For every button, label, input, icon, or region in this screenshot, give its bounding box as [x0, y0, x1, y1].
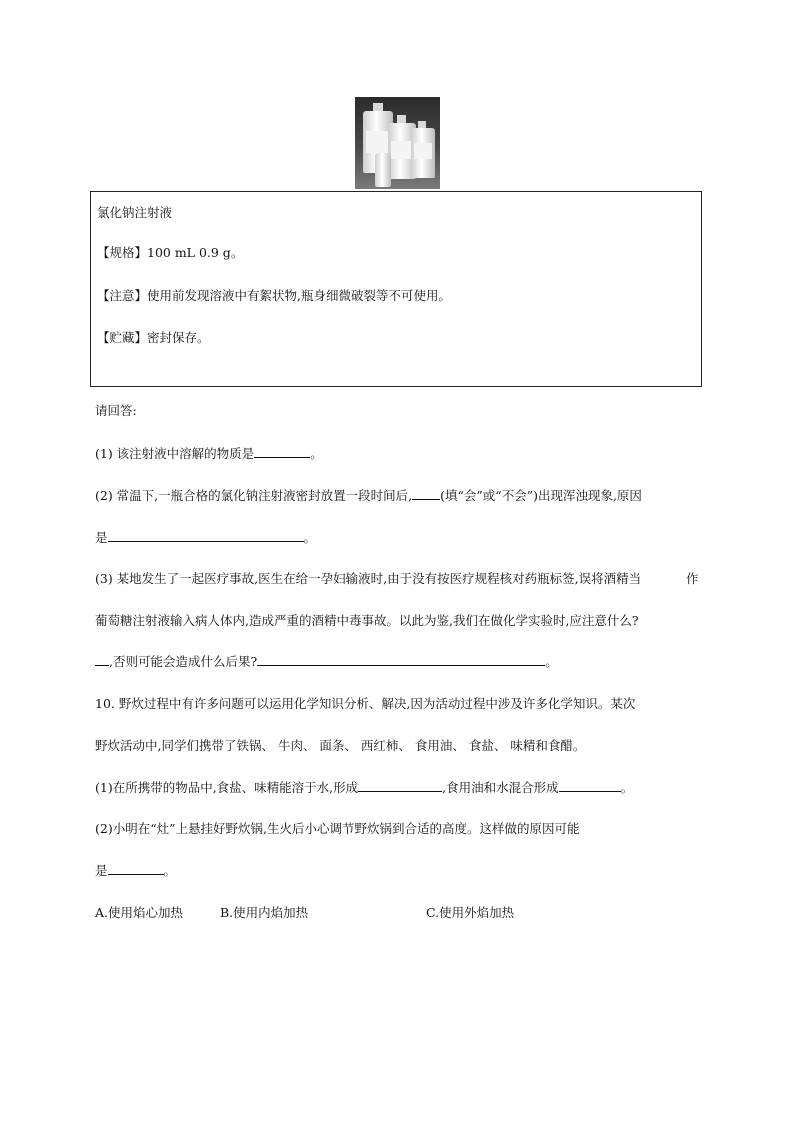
q10-part1-text-b: ,食用油和水混合形成: [442, 780, 559, 795]
answer-blank[interactable]: [108, 863, 164, 875]
q9-part2-text: (2) 常温下,一瓶合格的氯化钠注射液密封放置一段时间后,: [95, 488, 413, 503]
answer-blank[interactable]: [257, 654, 545, 666]
q10-intro-line2: 野炊活动中,同学们携带了铁锅、 牛肉、 面条、 西红柿、 食用油、 食盐、 味精和食醋。: [95, 738, 586, 753]
q9-prompt: 请回答:: [95, 403, 137, 418]
punct: 。: [310, 446, 323, 461]
q9-part1-text: (1) 该注射液中溶解的物质是: [95, 446, 255, 461]
q9-part2-line2: [95, 528, 316, 546]
q9-part3-line1-end: 作: [686, 571, 699, 586]
q9-part3-line3: [95, 652, 558, 670]
answer-blank[interactable]: [254, 446, 310, 458]
answer-blank[interactable]: [95, 654, 109, 666]
q9-part2-prefix: 是: [95, 530, 108, 545]
saline-bottles-photo: [355, 97, 440, 189]
punct: 。: [163, 863, 177, 878]
punct: 。: [620, 780, 634, 795]
drug-note: 【注意】使用前发现溶液中有絮状物,瓶身细微破裂等不可使用。: [97, 288, 451, 303]
q9-part1: [95, 444, 323, 462]
drug-info-box: [90, 191, 702, 387]
drug-storage: 【贮藏】密封保存。: [97, 330, 210, 345]
punct: 。: [303, 530, 317, 545]
q9-part3-text: ,否则可能会造成什么后果?: [109, 654, 258, 669]
punct: 。: [545, 654, 558, 669]
option-c[interactable]: C.使用外焰加热: [426, 905, 515, 920]
option-a[interactable]: A.使用焰心加热: [95, 905, 184, 920]
drug-name: 氯化钠注射液: [97, 205, 173, 220]
q10-part1: [95, 778, 633, 796]
answer-blank[interactable]: [412, 488, 440, 500]
answer-blank[interactable]: [559, 780, 621, 792]
q10-part2-line2: [95, 861, 176, 879]
q9-part3-line1: (3) 某地发生了一起医疗事故,医生在给一孕妇输液时,由于没有按医疗规程核对药瓶标签,误将酒精当: [95, 571, 642, 586]
q10-part2-prefix: 是: [95, 863, 108, 878]
answer-blank[interactable]: [108, 530, 304, 542]
q9-part2-mid: (填“会”或“不会”)出现浑浊现象,原因: [440, 488, 642, 503]
q10-intro-line1: 10. 野炊过程中有许多问题可以运用化学知识分析、解决,因为活动过程中涉及许多化学知识。某次: [95, 696, 636, 711]
answer-blank[interactable]: [358, 780, 442, 792]
drug-spec: 【规格】100 mL 0.9 g。: [97, 245, 244, 260]
option-b[interactable]: B.使用内焰加热: [220, 905, 309, 920]
q9-part3-line2: 葡萄糖注射液输入病人体内,造成严重的酒精中毒事故。以此为鉴,我们在做化学实验时,应注意什么?: [95, 613, 639, 628]
q9-part2: [95, 486, 642, 504]
q10-part1-text-a: (1)在所携带的物品中,食盐、味精能溶于水,形成: [95, 780, 359, 795]
q10-part2: (2)小明在“灶”上悬挂好野炊锅,生火后小心调节野炊锅到合适的高度。这样做的原因可能: [95, 821, 580, 836]
